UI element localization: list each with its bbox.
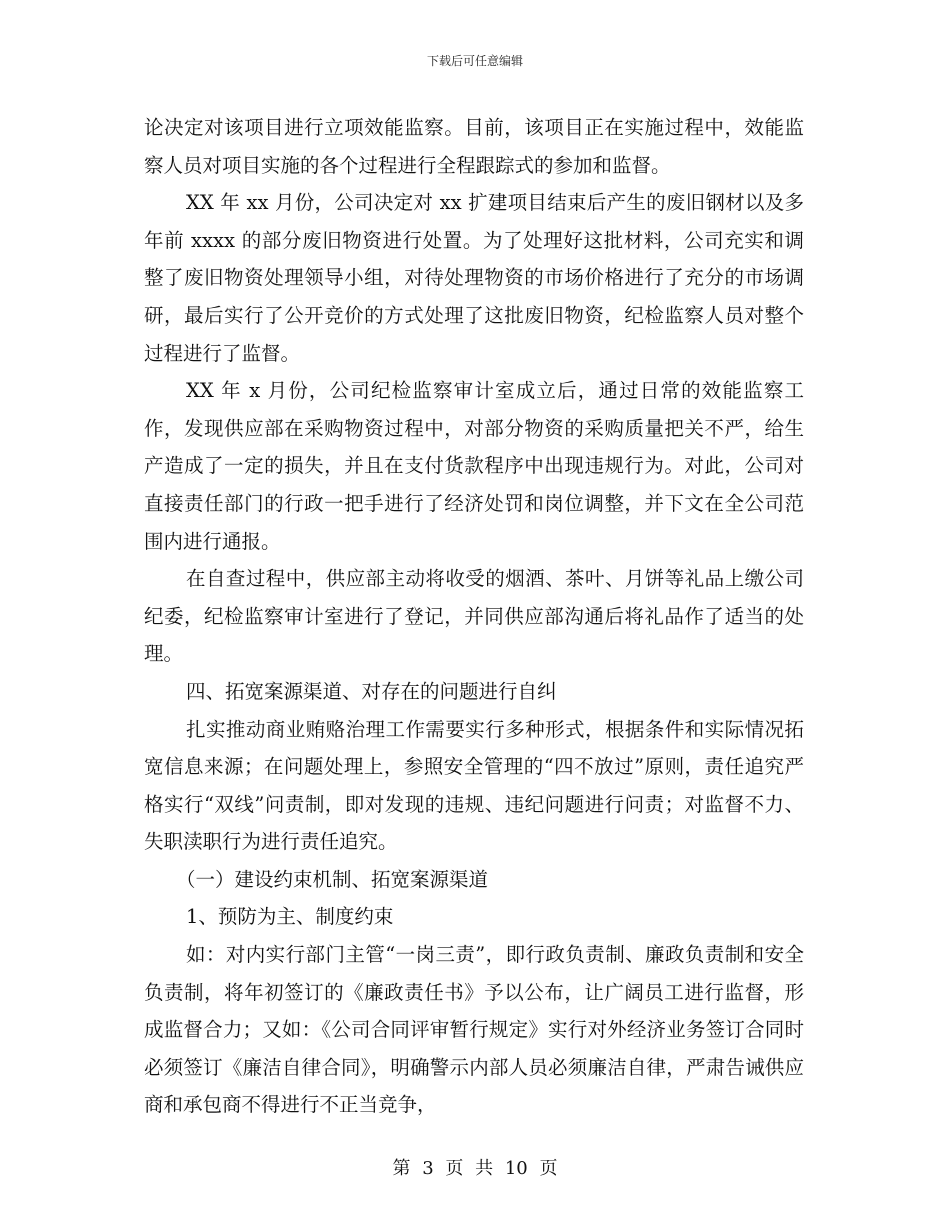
section-heading-4: 四、拓宽案源渠道、对存在的问题进行自纠 [186,679,557,703]
page-number: 第 3 页 共 10 页 [392,1158,558,1179]
paragraph-scrap-disposal: XX 年 xx 月份，公司决定对 xx 扩建项目结束后产生的废旧钢材以及多年前 xxxx 的部分废旧物资进行处置。为了处理好这批材料，公司充实和调整了废旧物资处理领导小组，对待处理物资的市场价格进行了充分的市场调研，最后实行了公开竞价的方式处理了这批废旧物资，纪检监察人员对整个过程进行了监督。 [144,191,804,365]
paragraph-continuation: 论决定对该项目进行立项效能监察。目前，该项目正在实施过程中，效能监察人员对项目实施的各个过程进行全程跟踪式的参加和监督。 [144,116,804,177]
paragraph-gift-handover: 在自查过程中，供应部主动将收受的烟酒、茶叶、月饼等礼品上缴公司纪委，纪检监察审计室进行了登记，并同供应部沟通后将礼品作了适当的处理。 [144,567,804,666]
item-heading-1: 1、预防为主、制度约束 [186,905,394,929]
paragraph-accountability: 扎实推动商业贿赂治理工作需要实行多种形式，根据条件和实际情况拓宽信息来源；在问题处理上，参照安全管理的“四不放过”原则，责任追究严格实行“双线”问责制，即对发现的违规、违纪问题进行问责；对监督不力、失职渎职行为进行责任追究。 [144,717,804,854]
paragraph-examples: 如：对内实行部门主管“一岗三责”，即行政负责制、廉政负责制和安全负责制，将年初签订的《廉政责任书》予以公布，让广阔员工进行监督，形成监督合力；又如：《公司合同评审暂行规定》实行对外经济业务签订合同时必须签订《廉洁自律合同》，明确警示内部人员必须廉洁自律，严肃告诫供应商和承包商不得进行不正当竞争， [144,943,804,1117]
subsection-heading-1: （一）建设约束机制、拓宽案源渠道 [176,867,489,891]
paragraph-supply-dept-audit: XX 年 x 月份，公司纪检监察审计室成立后，通过日常的效能监察工作，发现供应部在采购物资过程中，对部分物资的采购质量把关不严，给生产造成了一定的损失，并且在支付货款程序中出现违规行为。对此，公司对直接责任部门的行政一把手进行了经济处罚和岗位调整，并下文在全公司范围内进行通报。 [144,379,804,553]
document-body [144,109,804,1124]
page-header: 下载后可任意编辑 [426,54,523,68]
